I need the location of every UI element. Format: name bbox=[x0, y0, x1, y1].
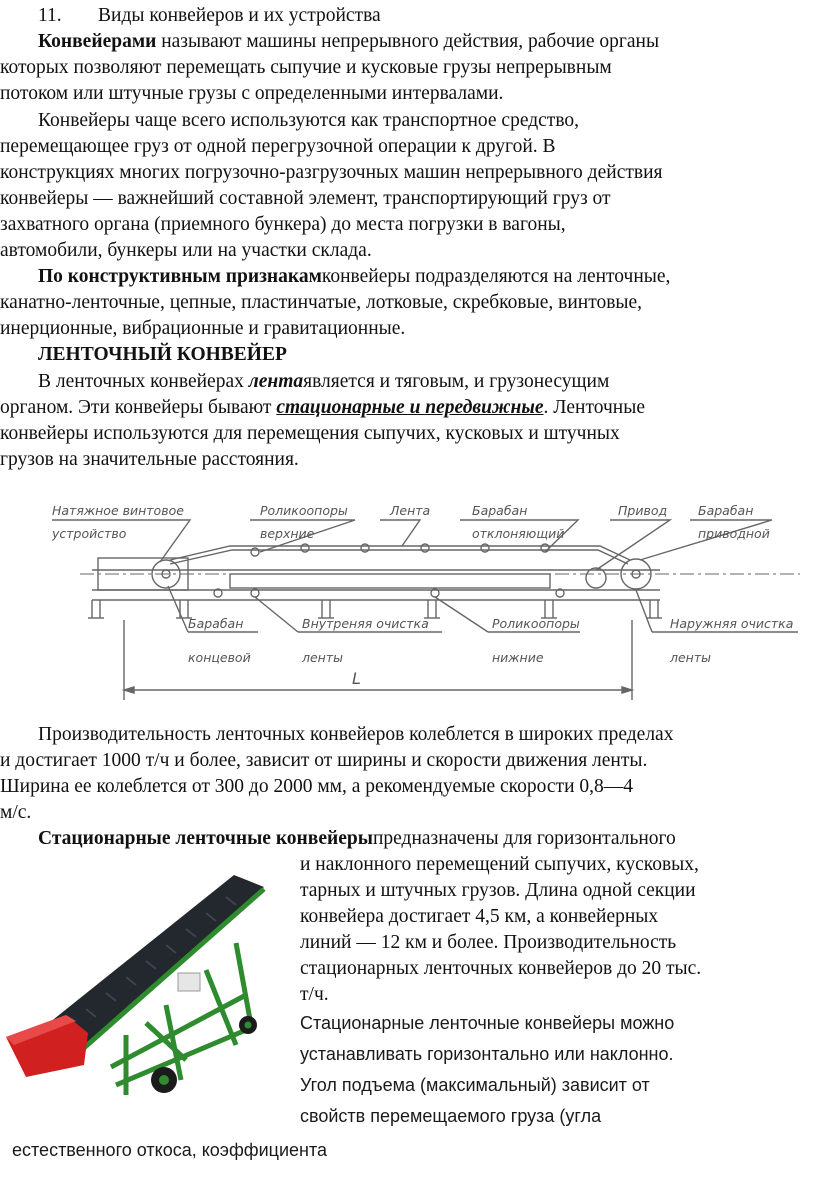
label-drive: Привод bbox=[618, 503, 668, 518]
belt-line-3: конвейеры используются для перемещения сыпучих, кусковых и штучных bbox=[0, 423, 620, 444]
section-title: Виды конвейеров и их устройства bbox=[98, 5, 381, 26]
diagram-labels bbox=[51, 503, 793, 688]
label-end-drum-2: концевой bbox=[188, 650, 251, 665]
stationary-line-2: и наклонного перемещений сыпучих, кусковых, bbox=[300, 854, 699, 875]
stationary-line-6: стационарных ленточных конвейеров до 20 тыс. bbox=[300, 958, 702, 979]
intro-line-2: которых позволяют перемещать сыпучие и кусковые грузы непрерывным bbox=[0, 57, 612, 78]
intro-line-1 bbox=[38, 29, 659, 55]
belt-line-4: грузов на значительные расстояния. bbox=[0, 449, 299, 470]
belt-types: стационарные и передвижные bbox=[276, 397, 544, 418]
label-length: L bbox=[352, 669, 361, 688]
performance-line-3: Ширина ее колеблется от 300 до 2000 мм, а рекомендуемые скорости 0,8—4 bbox=[0, 776, 634, 797]
classification-line-1 bbox=[38, 264, 670, 290]
label-drive-drum: Барабан bbox=[698, 503, 754, 518]
para2-line-5: захватного органа (приемного бункера) до места погрузки в вагоны, bbox=[0, 214, 566, 235]
para2-line-4: конвейеры — важнейший составной элемент, транспортирующий груз от bbox=[0, 188, 611, 209]
label-drive-drum-2: приводной bbox=[698, 526, 770, 541]
classification-lead: По конструктивным признакам bbox=[38, 266, 322, 287]
label-deflecting-drum-2: отклоняющий bbox=[472, 526, 565, 541]
stationary-sans-line-4: свойств перемещаемого груза (угла bbox=[300, 1106, 602, 1126]
label-lower-rollers: Роликоопоры bbox=[492, 616, 580, 631]
stationary-conveyor-photo bbox=[6, 855, 296, 1125]
label-inner-cleaning-2: ленты bbox=[302, 650, 344, 665]
belt-line-2 bbox=[0, 395, 645, 421]
label-lower-rollers-2: нижние bbox=[492, 650, 544, 665]
stationary-line-5: линий — 12 км и более. Производительность bbox=[300, 932, 677, 953]
term-conveyors: Конвейерами bbox=[38, 31, 157, 52]
performance-line-2: и достигает 1000 т/ч и более, зависит от ширины и скорости движения ленты. bbox=[0, 750, 648, 771]
classification-text: конвейеры подразделяются на ленточные, bbox=[321, 266, 671, 287]
label-end-drum: Барабан bbox=[188, 616, 244, 631]
para2-line-2: перемещающее груз от одной перегрузочной операции к другой. В bbox=[0, 136, 556, 157]
intro-def-text: называют машины непрерывного действия, рабочие органы bbox=[156, 31, 660, 52]
stationary-line-4: конвейера достигает 4,5 км, а конвейерных bbox=[300, 906, 659, 927]
label-upper-rollers-2: верхние bbox=[260, 526, 315, 541]
intro-line-3: потоком или штучные грузы с определенными интервалами. bbox=[0, 83, 504, 104]
performance-line-1: Производительность ленточных конвейеров колеблется в широких пределах bbox=[38, 724, 674, 745]
stationary-sans-line-3: Угол подъема (максимальный) зависит от bbox=[300, 1075, 650, 1095]
stationary-text: предназначены для горизонтального bbox=[372, 828, 676, 849]
classification-line-2: канатно-ленточные, цепные, пластинчатые, лотковые, скребковые, винтовые, bbox=[0, 292, 643, 313]
stationary-line-1 bbox=[38, 826, 676, 852]
classification-line-3: инерционные, вибрационные и гравитационные. bbox=[0, 318, 406, 339]
belt-l1-c: является и тяговым, и грузонесущим bbox=[303, 371, 610, 392]
performance-line-4: м/с. bbox=[0, 802, 32, 823]
label-belt: Лента bbox=[390, 503, 431, 518]
label-tension-device: Натяжное винтовое bbox=[52, 503, 184, 518]
belt-term: лента bbox=[248, 371, 304, 392]
para2-line-3: конструкциях многих погрузочно-разгрузочных машин непрерывного действия bbox=[0, 162, 663, 183]
belt-l1-a: В ленточных конвейерах bbox=[38, 371, 249, 392]
label-upper-rollers: Роликоопоры bbox=[260, 503, 348, 518]
label-outer-cleaning: Наружняя очистка bbox=[670, 616, 794, 631]
stationary-lead: Стационарные ленточные конвейеры bbox=[38, 828, 373, 849]
stationary-sans-line-2: устанавливать горизонтально или наклонно. bbox=[300, 1044, 674, 1064]
stationary-sans-line-1: Стационарные ленточные конвейеры можно bbox=[300, 1013, 675, 1033]
conveyor-drawing bbox=[52, 520, 800, 700]
belt-conveyor-heading: ЛЕНТОЧНЫЙ КОНВЕЙЕР bbox=[38, 344, 287, 365]
stationary-line-7: т/ч. bbox=[300, 984, 329, 1005]
conveyor-motor bbox=[178, 973, 200, 991]
para2-line-1: Конвейеры чаще всего используются как транспортное средство, bbox=[38, 110, 580, 131]
label-tension-device-2: устройство bbox=[52, 526, 127, 541]
belt-l2-c: . Ленточные bbox=[543, 397, 645, 418]
belt-conveyor-diagram bbox=[40, 490, 810, 705]
belt-line-1 bbox=[38, 369, 609, 395]
para2-line-6: автомобили, бункеры или на участки склада. bbox=[0, 240, 372, 261]
section-number: 11. bbox=[38, 5, 62, 26]
belt-l2-a: органом. Эти конвейеры бывают bbox=[0, 397, 277, 418]
label-deflecting-drum: Барабан bbox=[472, 503, 528, 518]
label-inner-cleaning: Внутреняя очистка bbox=[302, 616, 429, 631]
stationary-line-3: тарных и штучных грузов. Длина одной секции bbox=[300, 880, 696, 901]
label-outer-cleaning-2: ленты bbox=[670, 650, 712, 665]
stationary-sans-line-5: естественного откоса, коэффициента bbox=[12, 1140, 328, 1160]
